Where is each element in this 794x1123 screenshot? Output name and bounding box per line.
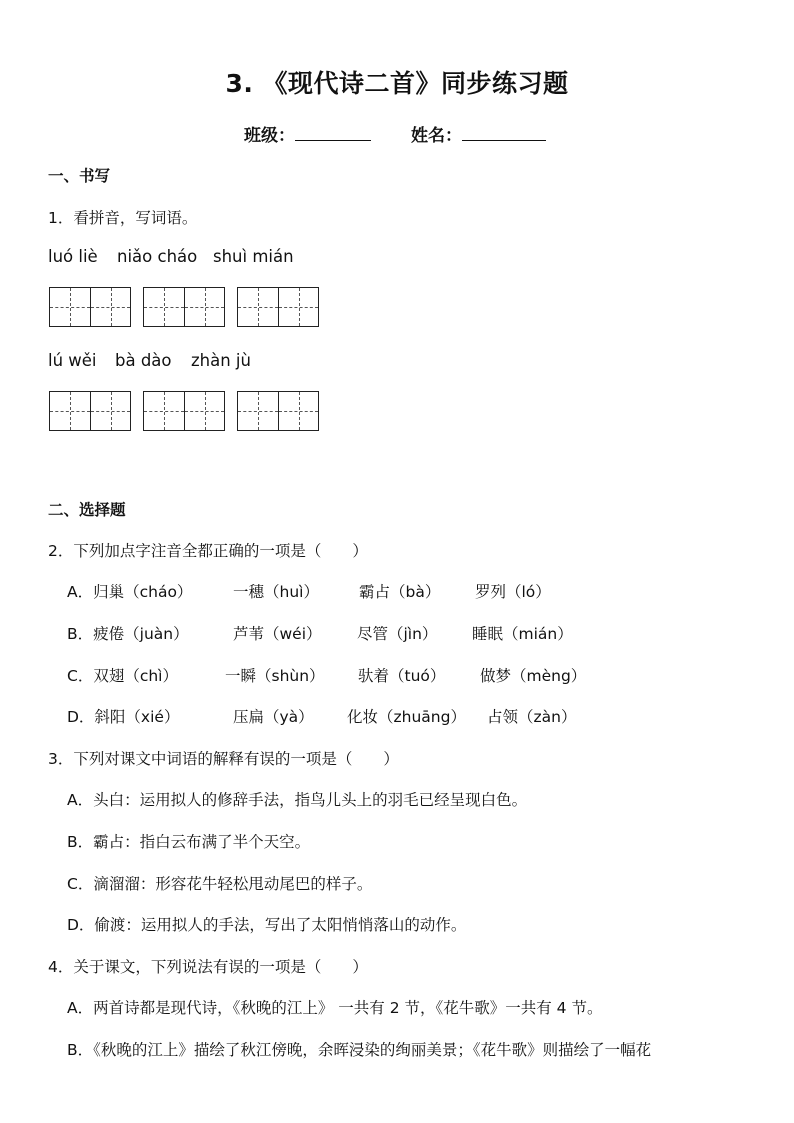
question-2-stem: 2．下列加点字注音全都正确的一项是（ ） [48, 542, 368, 560]
name-field [411, 121, 546, 146]
section-heading-choice: 二、选择题 [48, 501, 126, 519]
writing-grid[interactable] [49, 287, 131, 327]
question-3-stem: 3．下列对课文中词语的解释有误的一项是（ ） [48, 750, 399, 768]
section-heading-writing: 一、书写 [48, 167, 111, 185]
q2-d-item: D．斜阳（xié） [67, 708, 180, 726]
q3-option-a[interactable]: A．头白：运用拟人的修辞手法，指鸟儿头上的羽毛已经呈现白色。 [67, 791, 528, 809]
q2-d-item: 压扁（yà） [233, 708, 314, 726]
writing-grid[interactable] [237, 391, 319, 431]
q2-a-item: A．归巢（cháo） [67, 583, 193, 601]
pinyin-1: luó liè [48, 247, 98, 266]
page-title: 3. 《现代诗二首》同步练习题 [225, 69, 569, 98]
question-1-stem: 1．看拼音，写词语。 [48, 209, 198, 227]
q2-d-item: 占领（zàn） [487, 708, 577, 726]
q4-option-a[interactable]: A．两首诗都是现代诗，《秋晚的江上》 一共有 2 节，《花牛歌》一共有 4 节。 [67, 999, 603, 1017]
pinyin-4: lú wěi [48, 351, 97, 370]
q3-option-c[interactable]: C．滴溜溜：形容花牛轻松甩动尾巴的样子。 [67, 875, 373, 893]
q2-b-item: B．疲倦（juàn） [67, 625, 189, 643]
name-blank[interactable] [462, 122, 546, 141]
q2-c-item: C．双翅（chì） [67, 667, 178, 685]
class-field [244, 121, 371, 146]
q2-a-item: 一穗（huì） [233, 583, 319, 601]
q2-c-item: 一瞬（shùn） [225, 667, 325, 685]
writing-grid[interactable] [49, 391, 131, 431]
q2-c-item: 驮着（tuó） [358, 667, 446, 685]
class-label: 班级： [244, 126, 295, 146]
pinyin-6: zhàn jù [191, 351, 251, 370]
pinyin-3: shuì mián [213, 247, 294, 266]
pinyin-5: bà dào [115, 351, 172, 370]
pinyin-2: niǎo cháo [117, 247, 198, 266]
q3-option-d[interactable]: D．偷渡：运用拟人的手法，写出了太阳悄悄落山的动作。 [67, 916, 467, 934]
writing-grid[interactable] [143, 391, 225, 431]
question-4-stem: 4．关于课文，下列说法有误的一项是（ ） [48, 958, 368, 976]
q2-b-item: 芦苇（wéi） [233, 625, 322, 643]
q2-c-item: 做梦（mèng） [480, 667, 587, 685]
q2-d-item: 化妆（zhuāng） [347, 708, 466, 726]
class-blank[interactable] [295, 122, 371, 141]
q2-b-item: 睡眠（mián） [472, 625, 573, 643]
q3-option-b[interactable]: B．霸占：指白云布满了半个天空。 [67, 833, 311, 851]
writing-grid[interactable] [143, 287, 225, 327]
q4-option-b[interactable]: B．《秋晚的江上》描绘了秋江傍晚，余晖浸染的绚丽美景；《花牛歌》则描绘了一幅花 [67, 1041, 652, 1059]
q2-b-item: 尽管（jìn） [357, 625, 438, 643]
q2-a-item: 罗列（ló） [475, 583, 551, 601]
writing-grid[interactable] [237, 287, 319, 327]
q2-a-item: 霸占（bà） [359, 583, 441, 601]
name-label: 姓名： [411, 126, 462, 146]
